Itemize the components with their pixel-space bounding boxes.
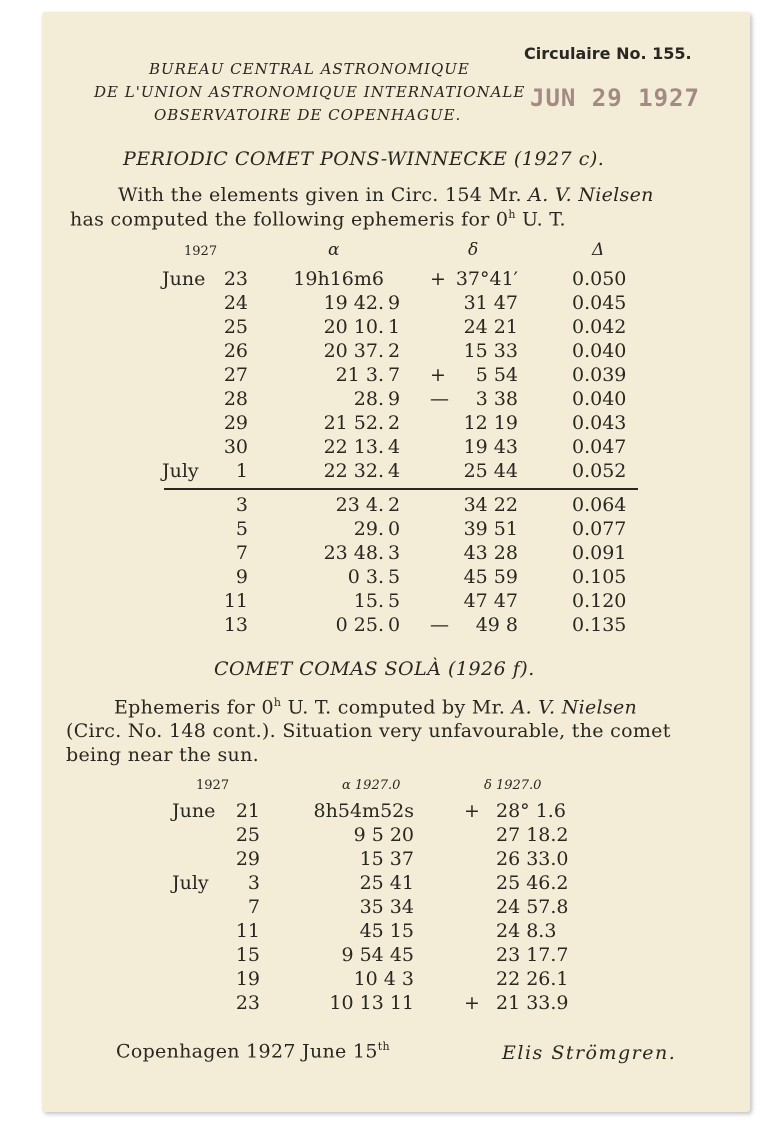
- row-alpha-decimal: 0: [388, 614, 401, 636]
- ephemeris-row: [42, 340, 750, 364]
- section2-intro-line3: being near the sun.: [66, 744, 259, 766]
- col-Delta: Δ: [592, 240, 605, 260]
- row-dec-sign: —: [430, 388, 449, 410]
- row-day: 7: [247, 896, 260, 918]
- hour-superscript: h: [508, 208, 516, 221]
- row-alpha-decimal: 2: [388, 340, 401, 362]
- section2-title: COMET COMAS SOLÀ (1926 f).: [214, 658, 535, 680]
- circulaire-number: Circulaire No. 155.: [524, 44, 692, 63]
- author-name: A. V. Nielsen: [511, 696, 638, 719]
- row-alpha: 25 41: [359, 872, 414, 894]
- ephemeris-row: [42, 824, 750, 848]
- row-alpha-main: 19 42.: [323, 292, 384, 314]
- row-declination: 24 57.8: [496, 896, 569, 918]
- row-alpha-decimal: 0: [388, 518, 401, 540]
- row-declination: 31 47: [463, 292, 518, 314]
- row-declination: 23 17.7: [496, 944, 569, 966]
- row-distance: 0.047: [572, 436, 627, 458]
- row-distance: 0.042: [572, 316, 627, 338]
- ephemeris-row: [42, 542, 750, 566]
- row-alpha-main: 15.: [353, 590, 384, 612]
- col-delta: δ: [468, 240, 479, 260]
- row-month: July: [172, 872, 209, 894]
- bureau-line-1: BUREAU CENTRAL ASTRONOMIQUE: [149, 60, 470, 78]
- section1-intro-line1: [118, 184, 654, 206]
- row-alpha-main: 29.: [353, 518, 384, 540]
- row-distance: 0.040: [572, 340, 627, 362]
- signature: Elis Strömgren.: [502, 1042, 677, 1064]
- row-month: July: [162, 460, 199, 482]
- row-day: 28: [223, 388, 248, 410]
- row-alpha-decimal: 9: [388, 388, 401, 410]
- row-declination: 5 54: [475, 364, 518, 386]
- row-day: 21: [235, 800, 260, 822]
- row-alpha: 45 15: [359, 920, 414, 942]
- row-declination: 15 33: [463, 340, 518, 362]
- row-alpha: 8h54m52s: [313, 800, 414, 822]
- date-superscript: th: [377, 1040, 390, 1053]
- ephemeris-row: [42, 412, 750, 436]
- ephemeris-row: [42, 590, 750, 614]
- row-alpha-decimal: 3: [388, 542, 401, 564]
- row-alpha-decimal: 4: [388, 436, 401, 458]
- row-dec-sign: +: [464, 800, 480, 822]
- ephemeris-row: [42, 316, 750, 340]
- row-declination: 25 44: [463, 460, 518, 482]
- row-declination: 3 38: [475, 388, 518, 410]
- row-distance: 0.045: [572, 292, 627, 314]
- row-distance: 0.043: [572, 412, 627, 434]
- section2-intro-line2: (Circ. No. 148 cont.). Situation very unfavourable, the comet: [66, 720, 671, 742]
- row-dec-sign: +: [430, 268, 446, 290]
- row-declination: 47 47: [463, 590, 518, 612]
- row-declination: 37°41′: [455, 268, 518, 290]
- row-alpha: 15 37: [359, 848, 414, 870]
- row-alpha-main: 23 48.: [323, 542, 384, 564]
- row-alpha: 9 5 20: [353, 824, 414, 846]
- row-declination: 43 28: [463, 542, 518, 564]
- ephemeris-row: [42, 268, 750, 292]
- col-alpha: α: [328, 240, 340, 260]
- ephemeris-row: [42, 896, 750, 920]
- ephemeris-row: [42, 992, 750, 1016]
- ephemeris-row: [42, 388, 750, 412]
- row-alpha-main: 19h16m6: [293, 268, 384, 290]
- intro-text: Ephemeris for 0: [114, 696, 274, 719]
- ephemeris-row: [42, 968, 750, 992]
- row-alpha-main: 22 32.: [323, 460, 384, 482]
- row-alpha: 10 13 11: [329, 992, 414, 1014]
- row-declination: 24 8.3: [496, 920, 557, 942]
- row-alpha-decimal: 2: [388, 494, 401, 516]
- row-declination: 27 18.2: [496, 824, 569, 846]
- col-delta-2: δ 1927.0: [484, 778, 542, 793]
- ephemeris-row: [42, 848, 750, 872]
- row-alpha-main: 23 4.: [335, 494, 384, 516]
- row-distance: 0.091: [572, 542, 627, 564]
- place-date-text: Copenhagen 1927 June 15: [116, 1040, 378, 1063]
- row-declination: 25 46.2: [496, 872, 569, 894]
- row-day: 27: [223, 364, 248, 386]
- row-day: 29: [223, 412, 248, 434]
- row-alpha: 10 4 3: [353, 968, 414, 990]
- section1-title: PERIODIC COMET PONS-WINNECKE (1927 c).: [123, 148, 605, 170]
- row-declination: 49 8: [475, 614, 518, 636]
- row-day: 13: [223, 614, 248, 636]
- row-day: 25: [235, 824, 260, 846]
- row-declination: 39 51: [463, 518, 518, 540]
- row-day: 30: [223, 436, 248, 458]
- row-distance: 0.105: [572, 566, 627, 588]
- place-date: [116, 1040, 390, 1062]
- row-declination: 21 33.9: [496, 992, 569, 1014]
- row-declination: 26 33.0: [496, 848, 569, 870]
- row-day: 11: [223, 590, 248, 612]
- intro-text: With the elements given in Circ. 154 Mr.: [118, 184, 522, 206]
- row-distance: 0.120: [572, 590, 627, 612]
- intro-text: has computed the following ephemeris for 0: [70, 208, 509, 231]
- row-declination: 19 43: [463, 436, 518, 458]
- row-alpha-decimal: 1: [388, 316, 401, 338]
- row-alpha-decimal: 2: [388, 412, 401, 434]
- bureau-line-3: OBSERVATOIRE DE COPENHAGUE.: [154, 106, 462, 124]
- row-distance: 0.050: [572, 268, 627, 290]
- ephemeris-row: [42, 518, 750, 542]
- row-distance: 0.135: [572, 614, 627, 636]
- bureau-line-2: DE L'UNION ASTRONOMIQUE INTERNATIONALE: [94, 83, 526, 101]
- row-alpha-main: 0 25.: [335, 614, 384, 636]
- intro-text: U. T. computed by Mr.: [287, 696, 506, 719]
- row-day: 24: [223, 292, 248, 314]
- row-alpha-decimal: 7: [388, 364, 401, 386]
- table-divider: [164, 488, 638, 490]
- row-day: 19: [235, 968, 260, 990]
- row-alpha-decimal: 5: [388, 566, 401, 588]
- row-day: 3: [235, 494, 248, 516]
- row-alpha-decimal: 9: [388, 292, 401, 314]
- row-dec-sign: +: [464, 992, 480, 1014]
- col-year: 1927: [184, 244, 218, 259]
- row-alpha: 35 34: [359, 896, 414, 918]
- row-day: 29: [235, 848, 260, 870]
- row-dec-sign: —: [430, 614, 449, 636]
- section2-intro-line1: [114, 696, 637, 718]
- row-day: 23: [223, 268, 248, 290]
- row-day: 7: [235, 542, 248, 564]
- row-day: 5: [235, 518, 248, 540]
- section1-intro-line2: [70, 208, 566, 230]
- col-alpha-2: α 1927.0: [342, 778, 401, 793]
- ephemeris-row: [42, 800, 750, 824]
- row-day: 15: [235, 944, 260, 966]
- ephemeris-row: [42, 944, 750, 968]
- received-date-stamp: JUN 29 1927: [530, 84, 700, 112]
- row-day: 26: [223, 340, 248, 362]
- row-declination: 24 21: [463, 316, 518, 338]
- row-distance: 0.040: [572, 388, 627, 410]
- row-declination: 34 22: [463, 494, 518, 516]
- row-alpha-main: 28.: [353, 388, 384, 410]
- row-distance: 0.077: [572, 518, 627, 540]
- row-alpha-main: 20 10.: [323, 316, 384, 338]
- circular-card: [42, 12, 750, 1112]
- row-alpha-main: 21 52.: [323, 412, 384, 434]
- row-declination: 22 26.1: [496, 968, 569, 990]
- row-day: 25: [223, 316, 248, 338]
- row-alpha-decimal: 5: [388, 590, 401, 612]
- row-alpha-decimal: 4: [388, 460, 401, 482]
- ephemeris-row: [42, 614, 750, 638]
- row-day: 3: [247, 872, 260, 894]
- ephemeris-row: [42, 292, 750, 316]
- col-year-2: 1927: [196, 778, 230, 793]
- row-month: June: [172, 800, 216, 822]
- ephemeris-row: [42, 460, 750, 484]
- row-alpha: 9 54 45: [341, 944, 414, 966]
- ephemeris-row: [42, 494, 750, 518]
- row-alpha-main: 20 37.: [323, 340, 384, 362]
- row-alpha-main: 21 3.: [335, 364, 384, 386]
- row-distance: 0.064: [572, 494, 627, 516]
- row-day: 11: [235, 920, 260, 942]
- row-day: 9: [235, 566, 248, 588]
- ephemeris-row: [42, 436, 750, 460]
- row-distance: 0.052: [572, 460, 627, 482]
- hour-superscript: h: [273, 696, 282, 709]
- ephemeris-row: [42, 566, 750, 590]
- row-distance: 0.039: [572, 364, 627, 386]
- row-dec-sign: +: [430, 364, 446, 386]
- row-declination: 12 19: [463, 412, 518, 434]
- intro-text-tail: U. T.: [522, 208, 566, 231]
- author-name: A. V. Nielsen: [528, 184, 654, 206]
- row-alpha-main: 22 13.: [323, 436, 384, 458]
- ephemeris-row: [42, 872, 750, 896]
- ephemeris-row: [42, 364, 750, 388]
- row-day: 1: [235, 460, 248, 482]
- row-alpha-main: 0 3.: [347, 566, 384, 588]
- row-day: 23: [235, 992, 260, 1014]
- ephemeris-row: [42, 920, 750, 944]
- row-month: June: [162, 268, 206, 290]
- row-declination: 45 59: [463, 566, 518, 588]
- row-declination: 28° 1.6: [496, 800, 566, 822]
